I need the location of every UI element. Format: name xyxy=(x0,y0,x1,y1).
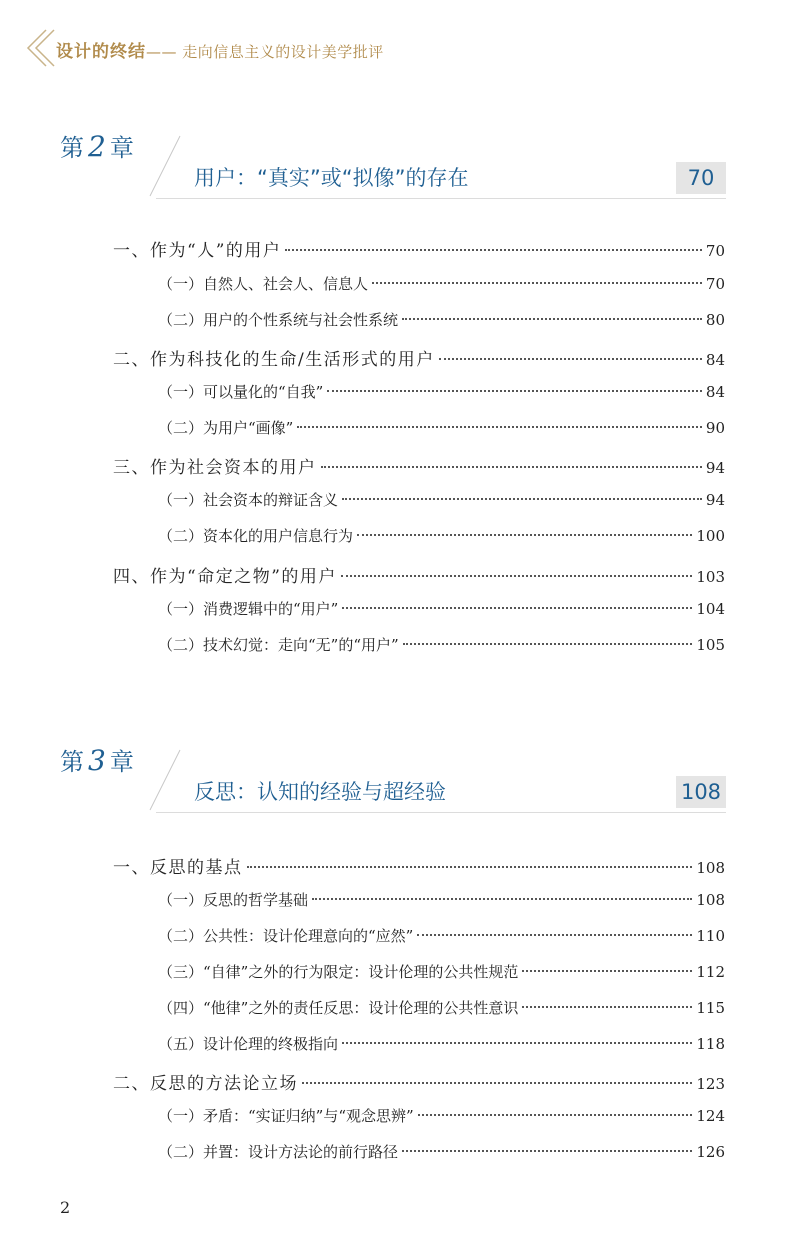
chapter-title: 反思：认知的经验与超经验 xyxy=(194,780,446,804)
toc-entry[interactable] xyxy=(158,598,725,626)
toc-entry-page: 126 xyxy=(696,1143,725,1161)
toc-entry-page: 103 xyxy=(696,568,725,586)
toc-entry-page: 108 xyxy=(696,891,725,909)
chapter-suffix: 章 xyxy=(109,134,134,162)
dot-leader xyxy=(297,426,702,428)
chapter-label xyxy=(60,128,134,163)
book-title-text: 设计的终结 xyxy=(56,42,146,62)
chapter-number: 3 xyxy=(88,744,106,777)
toc-entry-page: 123 xyxy=(696,1075,725,1093)
chapter-title: 用户：“真实”或“拟像”的存在 xyxy=(194,166,469,190)
toc-entry-text: 一、反思的基点 xyxy=(113,858,243,878)
dot-leader xyxy=(321,466,702,468)
dot-leader xyxy=(402,1150,692,1152)
toc-entry[interactable] xyxy=(158,417,725,445)
toc-entry-page: 118 xyxy=(696,1035,725,1053)
toc-entry-text: （二）为用户“画像” xyxy=(158,419,294,437)
toc-entry-page: 104 xyxy=(696,600,725,618)
toc-entry-text: （二）技术幻觉：走向“无”的“用户” xyxy=(158,636,399,654)
toc-entry-page: 100 xyxy=(696,527,725,545)
toc-entry[interactable] xyxy=(113,562,725,590)
chapter-number: 2 xyxy=(88,130,106,163)
chapter-2-heading xyxy=(0,128,790,208)
toc-entry[interactable] xyxy=(158,997,725,1025)
toc-entry[interactable] xyxy=(158,309,725,337)
chapter-prefix: 第 xyxy=(60,134,84,162)
toc-entry-text: 三、作为社会资本的用户 xyxy=(113,458,317,478)
chapter-3-heading xyxy=(0,742,790,822)
toc-entry-text: 二、反思的方法论立场 xyxy=(113,1074,298,1094)
chapter-page-badge: 70 xyxy=(676,162,726,194)
toc-entry[interactable] xyxy=(113,1069,725,1097)
toc-entry-text: （二）公共性：设计伦理意向的“应然” xyxy=(158,927,414,945)
toc-entry[interactable] xyxy=(158,925,725,953)
toc-entry[interactable] xyxy=(113,853,725,881)
toc-entry[interactable] xyxy=(158,961,725,989)
toc-entry-text: （四）“他律”之外的责任反思：设计伦理的公共性意识 xyxy=(158,999,519,1017)
toc-entry-text: （二）并置：设计方法论的前行路径 xyxy=(158,1143,399,1161)
toc-entry-text: （一）消费逻辑中的“用户” xyxy=(158,600,339,618)
chapter-prefix: 第 xyxy=(60,748,84,776)
toc-entry-text: 一、作为“人”的用户 xyxy=(113,241,282,261)
toc-entry-page: 84 xyxy=(705,351,725,369)
dot-leader xyxy=(302,1082,692,1084)
toc-entry-page: 90 xyxy=(705,419,725,437)
toc-entry-page: 80 xyxy=(705,311,725,329)
dot-leader xyxy=(522,1006,692,1008)
toc-entry-page: 84 xyxy=(705,383,725,401)
dot-leader xyxy=(285,249,702,251)
toc-entry[interactable] xyxy=(158,1141,725,1169)
dot-leader xyxy=(372,282,702,284)
toc-entry-page: 70 xyxy=(705,242,725,260)
toc-entry-page: 110 xyxy=(696,927,725,945)
toc-entry-text: （三）“自律”之外的行为限定：设计伦理的公共性规范 xyxy=(158,963,519,981)
running-header xyxy=(24,28,444,68)
toc-entry-text: （一）反思的哲学基础 xyxy=(158,891,309,909)
toc-entry-page: 70 xyxy=(705,275,725,293)
chapter-title-row xyxy=(156,774,726,813)
dot-leader xyxy=(342,1042,692,1044)
toc-entry[interactable] xyxy=(158,1033,725,1061)
dot-leader xyxy=(418,1114,693,1116)
dot-leader xyxy=(402,318,702,320)
chapter-label xyxy=(60,742,134,777)
toc-entry-page: 94 xyxy=(705,459,725,477)
dot-leader xyxy=(439,358,702,360)
toc-entry[interactable] xyxy=(158,1105,725,1133)
book-title xyxy=(56,37,384,62)
toc-entry-text: （五）设计伦理的终极指向 xyxy=(158,1035,339,1053)
chapter-suffix: 章 xyxy=(109,748,134,776)
toc-entry-page: 105 xyxy=(696,636,725,654)
toc-entry-text: （二）资本化的用户信息行为 xyxy=(158,527,354,545)
dot-leader xyxy=(403,643,693,645)
toc-entry[interactable] xyxy=(113,453,725,481)
toc-entry[interactable] xyxy=(158,489,725,517)
dot-leader xyxy=(357,534,692,536)
chevron-left-icon xyxy=(24,28,58,68)
dot-leader xyxy=(522,970,692,972)
toc-entry-page: 124 xyxy=(696,1107,725,1125)
toc-entry-text: （一）自然人、社会人、信息人 xyxy=(158,275,369,293)
dot-leader xyxy=(342,498,702,500)
toc-entry-text: （一）矛盾：“实证归纳”与“观念思辨” xyxy=(158,1107,414,1125)
chapter-page-badge: 108 xyxy=(676,776,726,808)
dot-leader xyxy=(312,898,692,900)
toc-entry-page: 115 xyxy=(696,999,725,1017)
toc-entry[interactable] xyxy=(158,273,725,301)
book-subtitle: —— 走向信息主义的设计美学批评 xyxy=(146,43,384,61)
toc-entry[interactable] xyxy=(113,236,725,264)
dot-leader xyxy=(341,575,692,577)
toc-entry[interactable] xyxy=(158,889,725,917)
dot-leader xyxy=(247,866,693,868)
toc-entry-page: 94 xyxy=(705,491,725,509)
dot-leader xyxy=(342,607,692,609)
toc-entry-page: 108 xyxy=(696,859,725,877)
toc-entry-text: （一）可以量化的“自我” xyxy=(158,383,324,401)
toc-entry[interactable] xyxy=(158,634,725,662)
dot-leader xyxy=(327,390,702,392)
chapter-title-row xyxy=(156,160,726,199)
toc-entry[interactable] xyxy=(158,381,725,409)
toc-entry-text: （二）用户的个性系统与社会性系统 xyxy=(158,311,399,329)
toc-entry[interactable] xyxy=(113,345,725,373)
toc-entry-text: 四、作为“命定之物”的用户 xyxy=(113,567,337,587)
toc-entry-text: （一）社会资本的辩证含义 xyxy=(158,491,339,509)
dot-leader xyxy=(417,934,692,936)
toc-entry-text: 二、作为科技化的生命/生活形式的用户 xyxy=(113,350,435,370)
toc-entry[interactable] xyxy=(158,525,725,553)
toc-entry-page: 112 xyxy=(696,963,725,981)
page-number: 2 xyxy=(60,1198,71,1217)
